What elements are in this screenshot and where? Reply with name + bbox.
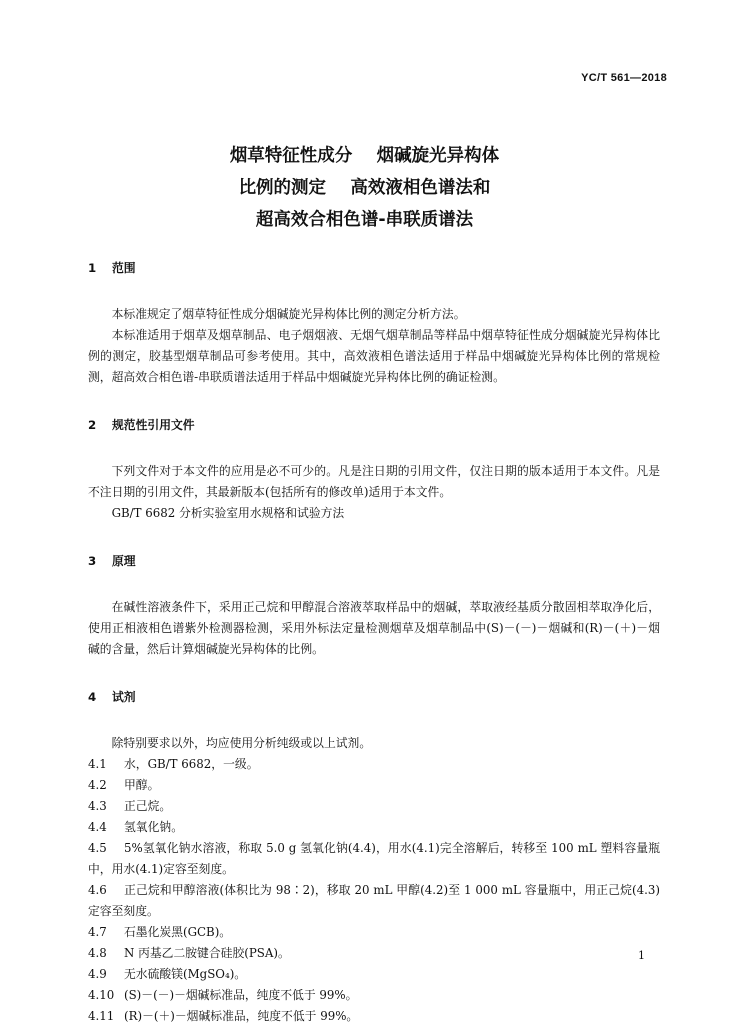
item-number: 4.1 bbox=[88, 757, 107, 771]
section-number: 2 bbox=[88, 418, 97, 432]
title-line-1: 烟草特征性成分 烟碱旋光异构体 bbox=[229, 146, 500, 166]
paragraph: 在碱性溶液条件下，采用正己烷和甲醇混合溶液萃取样品中的烟碱，萃取液经基质分散固相萃取净化后，使用正相液相色谱紫外检测器检测，采用外标法定量检测烟草及烟草制品中(S)－(－)－烟碱和(R)－(＋)－烟碱的含量，然后计算烟碱旋光异构体的比例。 bbox=[88, 600, 660, 656]
item-text: 氢氧化钠。 bbox=[124, 820, 183, 834]
item-number: 4.9 bbox=[88, 967, 107, 981]
paragraph: 除特别要求以外，均应使用分析纯级或以上试剂。 bbox=[111, 736, 372, 750]
paragraph: 下列文件对于本文件的应用是必不可少的。凡是注日期的引用文件，仅注日期的版本适用于本文件。凡是不注日期的引用文件，其最新版本(包括所有的修改单)适用于本文件。 bbox=[88, 464, 660, 499]
reagent-item bbox=[88, 943, 660, 964]
item-number: 4.10 bbox=[88, 988, 115, 1002]
reagent-item bbox=[88, 775, 660, 796]
section-heading-principle bbox=[88, 551, 660, 571]
item-number: 4.5 bbox=[88, 841, 107, 855]
section-number: 1 bbox=[88, 261, 97, 275]
document-body bbox=[88, 258, 660, 1027]
reagent-item bbox=[88, 754, 660, 775]
reference-entry: GB/T 6682 分析实验室用水规格和试验方法 bbox=[111, 506, 345, 520]
item-number: 4.11 bbox=[88, 1009, 115, 1023]
section-title: 原理 bbox=[112, 554, 136, 568]
item-text: 水，GB/T 6682，一级。 bbox=[124, 757, 259, 771]
section-heading-reagents bbox=[88, 687, 660, 707]
item-number: 4.3 bbox=[88, 799, 107, 813]
reagent-item bbox=[88, 964, 660, 985]
paragraph: 本标准适用于烟草及烟草制品、电子烟烟液、无烟气烟草制品等样品中烟草特征性成分烟碱旋光异构体比例的测定，胶基型烟草制品可参考使用。其中，高效液相色谱法适用于样品中烟碱旋光异构体比例的常规检测，超高效合相色谱-串联质谱法适用于样品中烟碱旋光异构体比例的确证检测。 bbox=[88, 328, 660, 384]
reagent-item bbox=[88, 817, 660, 838]
item-text: 无水硫酸镁(MgSO₄)。 bbox=[124, 967, 247, 981]
item-number: 4.2 bbox=[88, 778, 107, 792]
item-text: 正己烷。 bbox=[124, 799, 172, 813]
standard-code: YC/T 561—2018 bbox=[581, 72, 667, 84]
item-number: 4.7 bbox=[88, 925, 107, 939]
page-number: 1 bbox=[638, 949, 645, 962]
reagent-item bbox=[88, 985, 660, 1006]
section-number: 4 bbox=[88, 690, 97, 704]
item-text: 石墨化炭黑(GCB)。 bbox=[124, 925, 232, 939]
section-title: 规范性引用文件 bbox=[112, 418, 195, 432]
item-text: 正己烷和甲醇溶液(体积比为 98∶2)，移取 20 mL 甲醇(4.2)至 1 000 mL 容量瓶中，用正己烷(4.3)定容至刻度。 bbox=[88, 883, 660, 918]
item-text: 5%氢氧化钠水溶液，称取 5.0 g 氢氧化钠(4.4)，用水(4.1)完全溶解后，转移至 100 mL 塑料容量瓶中，用水(4.1)定容至刻度。 bbox=[88, 841, 660, 876]
item-number: 4.8 bbox=[88, 946, 107, 960]
title-line-2: 比例的测定 高效液相色谱法和 bbox=[238, 178, 491, 198]
reagent-item bbox=[88, 880, 660, 922]
section-number: 3 bbox=[88, 554, 97, 568]
section-heading-normative-references bbox=[88, 415, 660, 435]
title-line-3: 超高效合相色谱-串联质谱法 bbox=[255, 210, 474, 230]
section-title: 试剂 bbox=[112, 690, 136, 704]
paragraph: 本标准规定了烟草特征性成分烟碱旋光异构体比例的测定分析方法。 bbox=[111, 307, 466, 321]
section-heading-scope bbox=[88, 258, 660, 278]
reagent-item bbox=[88, 796, 660, 817]
reagent-item bbox=[88, 922, 660, 943]
document-title bbox=[0, 140, 729, 236]
reagent-item bbox=[88, 838, 660, 880]
item-text: (S)－(－)－烟碱标准品，纯度不低于 99%。 bbox=[124, 988, 358, 1002]
section-title: 范围 bbox=[112, 261, 136, 275]
item-text: 甲醇。 bbox=[124, 778, 160, 792]
item-text: (R)－(＋)－烟碱标准品，纯度不低于 99%。 bbox=[124, 1009, 359, 1023]
item-number: 4.6 bbox=[88, 883, 107, 897]
item-text: N 丙基乙二胺键合硅胶(PSA)。 bbox=[124, 946, 290, 960]
item-number: 4.4 bbox=[88, 820, 107, 834]
